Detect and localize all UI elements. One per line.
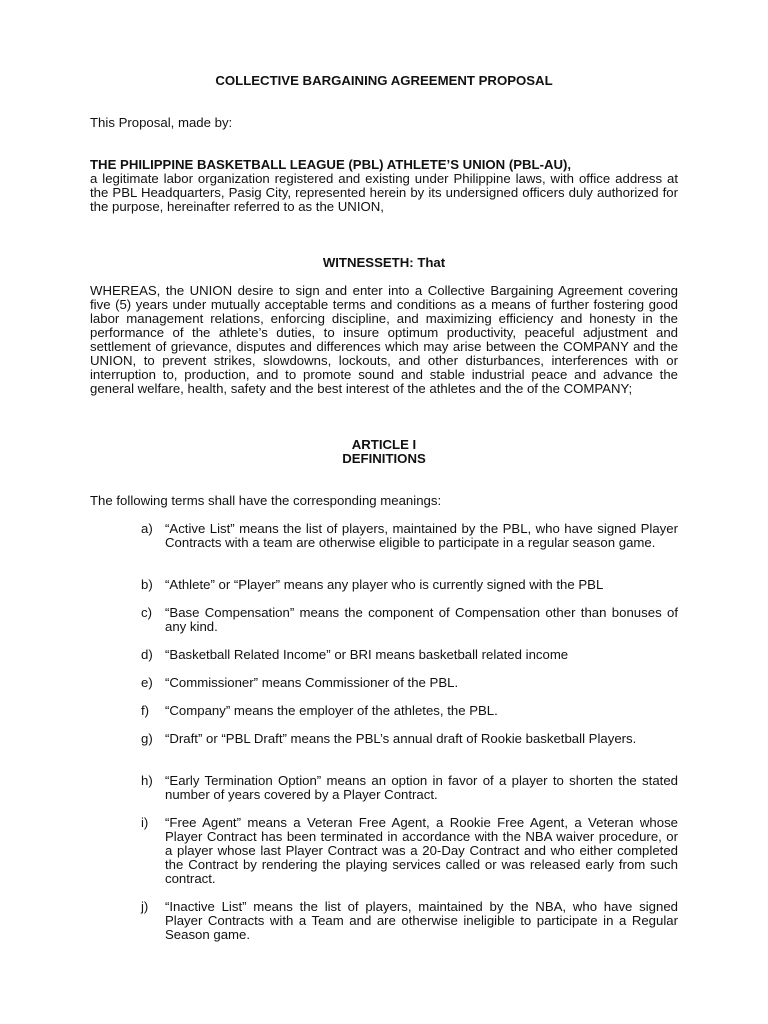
definition-item: [141, 774, 678, 802]
definition-text: “Commissioner” means Commissioner of the PBL.: [165, 675, 459, 690]
definition-letter: i): [141, 815, 149, 830]
definition-text: “Athlete” or “Player” means any player who is currently signed with the PBL: [165, 577, 604, 592]
definition-letter: a): [141, 521, 153, 536]
definition-letter: c): [141, 605, 152, 620]
party-description: a legitimate labor organization registered and existing under Philippine laws, with office address at the PBL Headquarters, Pasig City, represented herein by its undersigned officers duly authorized for the purpose, hereinafter referred to as the UNION,: [90, 171, 678, 214]
definition-item: [141, 522, 678, 550]
definition-letter: h): [141, 773, 153, 788]
party-name: THE PHILIPPINE BASKETBALL LEAGUE (PBL) ATHLETE’S UNION (PBL-AU),: [90, 157, 572, 172]
definition-letter: d): [141, 647, 153, 662]
definition-item: [141, 676, 678, 690]
definition-letter: e): [141, 675, 153, 690]
witnesseth-heading: WITNESSETH: That: [322, 255, 446, 270]
definition-text: “Draft” or “PBL Draft” means the PBL’s annual draft of Rookie basketball Players.: [165, 731, 637, 746]
definition-item: [141, 606, 678, 634]
definition-item: [141, 816, 678, 886]
party-paragraph: [90, 158, 678, 214]
definition-text: “Company” means the employer of the athletes, the PBL.: [165, 703, 498, 718]
intro-text: This Proposal, made by:: [90, 115, 233, 130]
definition-letter: b): [141, 577, 153, 592]
definition-item: [141, 578, 678, 592]
article-heading: DEFINITIONS: [342, 451, 426, 466]
definition-text: “Early Termination Option” means an option in favor of a player to shorten the stated number of years covered by a Player Contract.: [165, 773, 678, 802]
definition-item: [141, 900, 678, 942]
definitions-intro: The following terms shall have the corresponding meanings:: [90, 493, 442, 508]
definition-text: “Base Compensation” means the component of Compensation other than bonuses of any kind.: [165, 605, 678, 634]
definition-text: “Inactive List” means the list of players, maintained by the NBA, who have signed Player Contracts with a Team and are otherwise ineligible to participate in a Regular Season game.: [165, 899, 678, 942]
article-number: ARTICLE I: [351, 437, 417, 452]
document-title: COLLECTIVE BARGAINING AGREEMENT PROPOSAL: [215, 73, 553, 88]
definition-text: “Basketball Related Income” or BRI means basketball related income: [165, 647, 569, 662]
whereas-clause: WHEREAS, the UNION desire to sign and enter into a Collective Bargaining Agreement covering five (5) years under mutually acceptable terms and conditions as a means of further fostering good labor management relations, enforcing discipline, and maximizing efficiency and honesty in the performance of the athlete’s duties, to insure optimum productivity, peaceful adjustment and settlement of grievance, disputes and differences which may arise between the COMPANY and the UNION, to prevent strikes, slowdowns, lockouts, and other disturbances, interferences with or interruption to, production, and to promote sound and stable industrial peace and advance the general welfare, health, safety and the best interest of the athletes and the of the COMPANY;: [90, 283, 678, 396]
definition-text: “Active List” means the list of players, maintained by the PBL, who have signed Player Contracts with a team are otherwise eligible to participate in a regular season game.: [165, 521, 678, 550]
definition-item: [141, 648, 678, 662]
definition-letter: f): [141, 703, 150, 718]
definition-item: [141, 732, 678, 746]
definition-letter: g): [141, 731, 153, 746]
definition-letter: j): [141, 899, 149, 914]
definition-item: [141, 704, 678, 718]
definition-text: “Free Agent” means a Veteran Free Agent, a Rookie Free Agent, a Veteran whose Player Contract has been terminated in accordance with the NBA waiver procedure, or a player whose last Player Contract was a 20-Day Contract and who either completed the Contract by rendering the playing services called or was released early from such contract.: [165, 815, 678, 886]
